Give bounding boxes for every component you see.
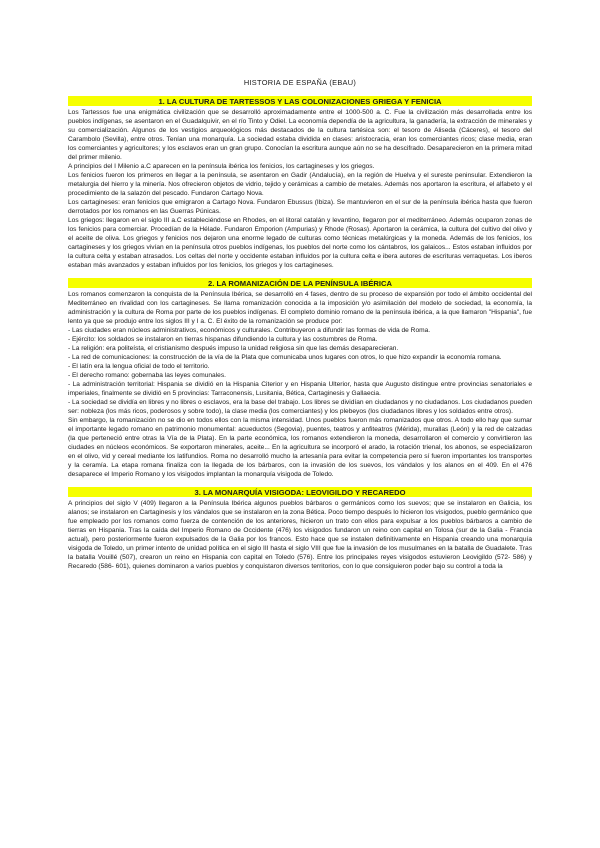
paragraph: A principios del siglo V (409) llegaron a la Península Ibérica algunos pueblos bárbaros o germánicos como los suevos; que se instalaron en Galicia, los alanos; se instalaron en Cartaginesis y los vándalos que se instalaron en la zona Bética. Poco tiempo después lo hicieron los visigodos, pueblo germánico que fue empleado por los romanos como fuerza de contención de los anteriores, hicieron un trato con ellos para expulsar a los pueblos bárbaros a cambio de tierras en Hispania. Tras la caída del Imperio Romano de Occidente (476) los visigodos fundaron un reino con capital en Tolosa (sur de la Galia - Francia actual), pero posteriormente fueron expulsados de la Galia por los francos. Esto hace que se instalen definitivamente en Hispania creando una monarquía visigoda de Toledo, un primer intento de unidad política en el siglo III hasta el siglo VIII que fue la invasión de los musulmanes en la batalla de Guadalete. Tras la batalla Vouillé (507), crearon un reino en Hispania con capital en Toledo (576). Entre los principales reyes visigodos estuvieron Leovigildo (572- 586) y Recaredo (586- 601), quienes dominaron a varios pueblos y conquistaron diversos territorios, con lo que consiguieron poder bajo su control a toda la: [68, 500, 532, 570]
list-item: - El derecho romano: gobernaba las leyes comunales.: [68, 372, 226, 379]
paragraph: Los romanos comenzaron la conquista de la Península Ibérica, se desarrolló en 4 fases, dentro de su proceso de expansión por todo el ámbito occidental del Mediterráneo en rivalidad con los cartagineses. Se llama romanización conocida a la imposición y/o asimilación del modelo de sociedad, la economía, la administración y la cultura de Roma por parte de los pueblos indígenas. El completo dominio romano de la península ibérica, a la que llamaron "Hispania", fue lento ya que se produjo entre los siglos III y I a. C. El éxito de la romanización se produce por:: [68, 291, 532, 325]
paragraph: Los griegos: llegaron en el siglo III a.C estableciéndose en Rhodes, en el litoral catalán y levantino, llegaron por el mediterráneo. Además ocuparon zonas de los fenicios para comerciar. Procedían de la Hélade. Fundaron Emporion (Ampurias) y Rhode (Rosas). Aportaron la cerámica, la cultura del cultivo del olivo y el aceite de oliva. Los griegos y fenicios nos dejaron una enorme legado de culturas como técnicas metalúrgicas y la moneda. Además de los fenicios, los cartagineses y los griegos vivían en la península otros pueblos indígenas, los pueblos del norte como los cántabros, los galaicos... Estos estaban influidos por la cultura celta y estaban atrasados. Los celtas del norte y occidente estaban influidos por la cultura celta e ibera autores de escrituras verraquetas. Los iberos estaban más avanzados y estaban influidos por los fenicios, los griegos y los cartagineses.: [68, 217, 532, 269]
paragraph: Los fenicios fueron los primeros en llegar a la península, se asentaron en Gadir (Andalucía), en la región de Huelva y el sureste peninsular. Extendieron la metalurgia del hierro y la minería. Nos ofrecieron objetos de vidrio, tejido y cerámicas a cambio de metales. Además nos aportaron la escritura, el alfabeto y el procedimiento de la salazón del pescado. Fundaron Cartago Nova.: [68, 172, 532, 197]
paragraph: A principios del I Milenio a.C aparecen en la península ibérica los fenicios, los cartagineses y los griegos.: [68, 163, 375, 170]
paragraph: Los cartagineses: eran fenicios que emigraron a Cartago Nova. Fundaron Ebussus (Ibiza). Se mantuvieron en el sur de la península ibérica hasta que fueron derrotados por los romanos en las Guerras Púnicas.: [68, 199, 532, 215]
list-item: - La red de comunicaciones: la construcción de la vía de la Plata que comunicaba unos lugares con otros, lo que hizo expandir la economía romana.: [68, 354, 502, 361]
section-heading-2: 2. LA ROMANIZACIÓN DE LA PENÍNSULA IBÉRICA: [68, 278, 532, 288]
list-item: - La sociedad se dividía en libres y no libres o esclavos, era la base del trabajo. Los libres se dividían en ciudadanos y no ciudadanos. Los ciudadanos pueden ser: nobleza (los más ricos, poderosos y sobre todo), la clase media (los comerciantes) y los plebeyos (los ciudadanos libres y los soldados entre otros).: [68, 399, 532, 415]
list-item: - Ejército: los soldados se instalaron en tierras hispanas difundiendo la cultura y las costumbres de Roma.: [68, 336, 378, 343]
section-heading-3: 3. LA MONARQUÍA VISIGODA: LEOVIGILDO Y RECAREDO: [68, 487, 532, 497]
list-item: - Las ciudades eran núcleos administrativos, económicos y culturales. Contribuyeron a difundir las formas de vida de Roma.: [68, 327, 431, 334]
paragraph: Sin embargo, la romanización no se dio en todos ellos con la misma intensidad. Unos pueblos fueron más romanizados que otros. A todo ello hay que sumar el importante legado romano en patrimonio monumental: acueductos (Segovia), puentes, teatros y anfiteatros (Mérida), murallas (León) y la red de calzadas (la que perteneció entre otras la Vía de la Plata). En la parte económica, los romanos extendieron la moneda, desarrollaron el comercio y convirtieron las ciudades en núcleos económicos. Se exportaron minerales, aceite... En la agricultura se incorporó el arado, la rotación trienal, los abonos, se especializaron en el olivo, vid y cereal mediante los latifundios. Roma no desarrolló mucho la artesanía para evitar la competencia pero sí fueron importantes los transportes y la ceramía. La etapa romana finaliza con la llegada de los bárbaros, con la invasión de los suevos, los vándalos y los alanos en el 409. En el 476 desaparece el Imperio Romano y los visigodos implantan la monarquía visigoda de Toledo.: [68, 417, 532, 478]
list-item: - La religión: era politeísta, el cristianismo después impuso la unidad religiosa sin que las demás desaparecieran.: [68, 345, 399, 352]
section-heading-1: 1. LA CULTURA DE TARTESSOS Y LAS COLONIZACIONES GRIEGA Y FENICIA: [68, 96, 532, 106]
paragraph: Los Tartessos fue una enigmática civilización que se desarrolló aproximadamente entre el 1000-500 a. C. Fue la civilización más desarrollada entre los pueblos indígenas, se asentaron en el Guadalquivir, en el río Tinto y Odiel. La economía dependía de la agricultura, la ganadería, la extracción de minerales y su comercialización. Algunos de los vestigios arqueológicos más destacados de la cultura tartésica son: el tesoro de Aliseda (Cáceres), el tesoro del Carambolo (Sevilla), entre otros. Tenían una monarquía. La sociedad estaba dividida en clases: aristocracia, eran los comerciantes ricos; clase media, eran los comerciantes y agricultores; y los esclavos eran un gran grupo. Conocían la escritura aunque aún no se ha descifrado. Desaparecieron en la primera mitad del primer milenio.: [68, 109, 532, 161]
document-page: [68, 78, 532, 571]
document-title: HISTORIA DE ESPAÑA (EBAU): [243, 78, 357, 87]
list-item: - La administración territorial: Hispania se dividió en la Hispania Citerior y en Hispania Ulterior, hasta que Augusto distingue entre provincias senatoriales e imperiales, finalmente se dividió en 5 provincias: Tarraconensis, Lusitania, Bética, Cartaginesis y Gallaecia.: [68, 381, 532, 397]
list-item: - El latín era la lengua oficial de todo el territorio.: [68, 363, 210, 370]
